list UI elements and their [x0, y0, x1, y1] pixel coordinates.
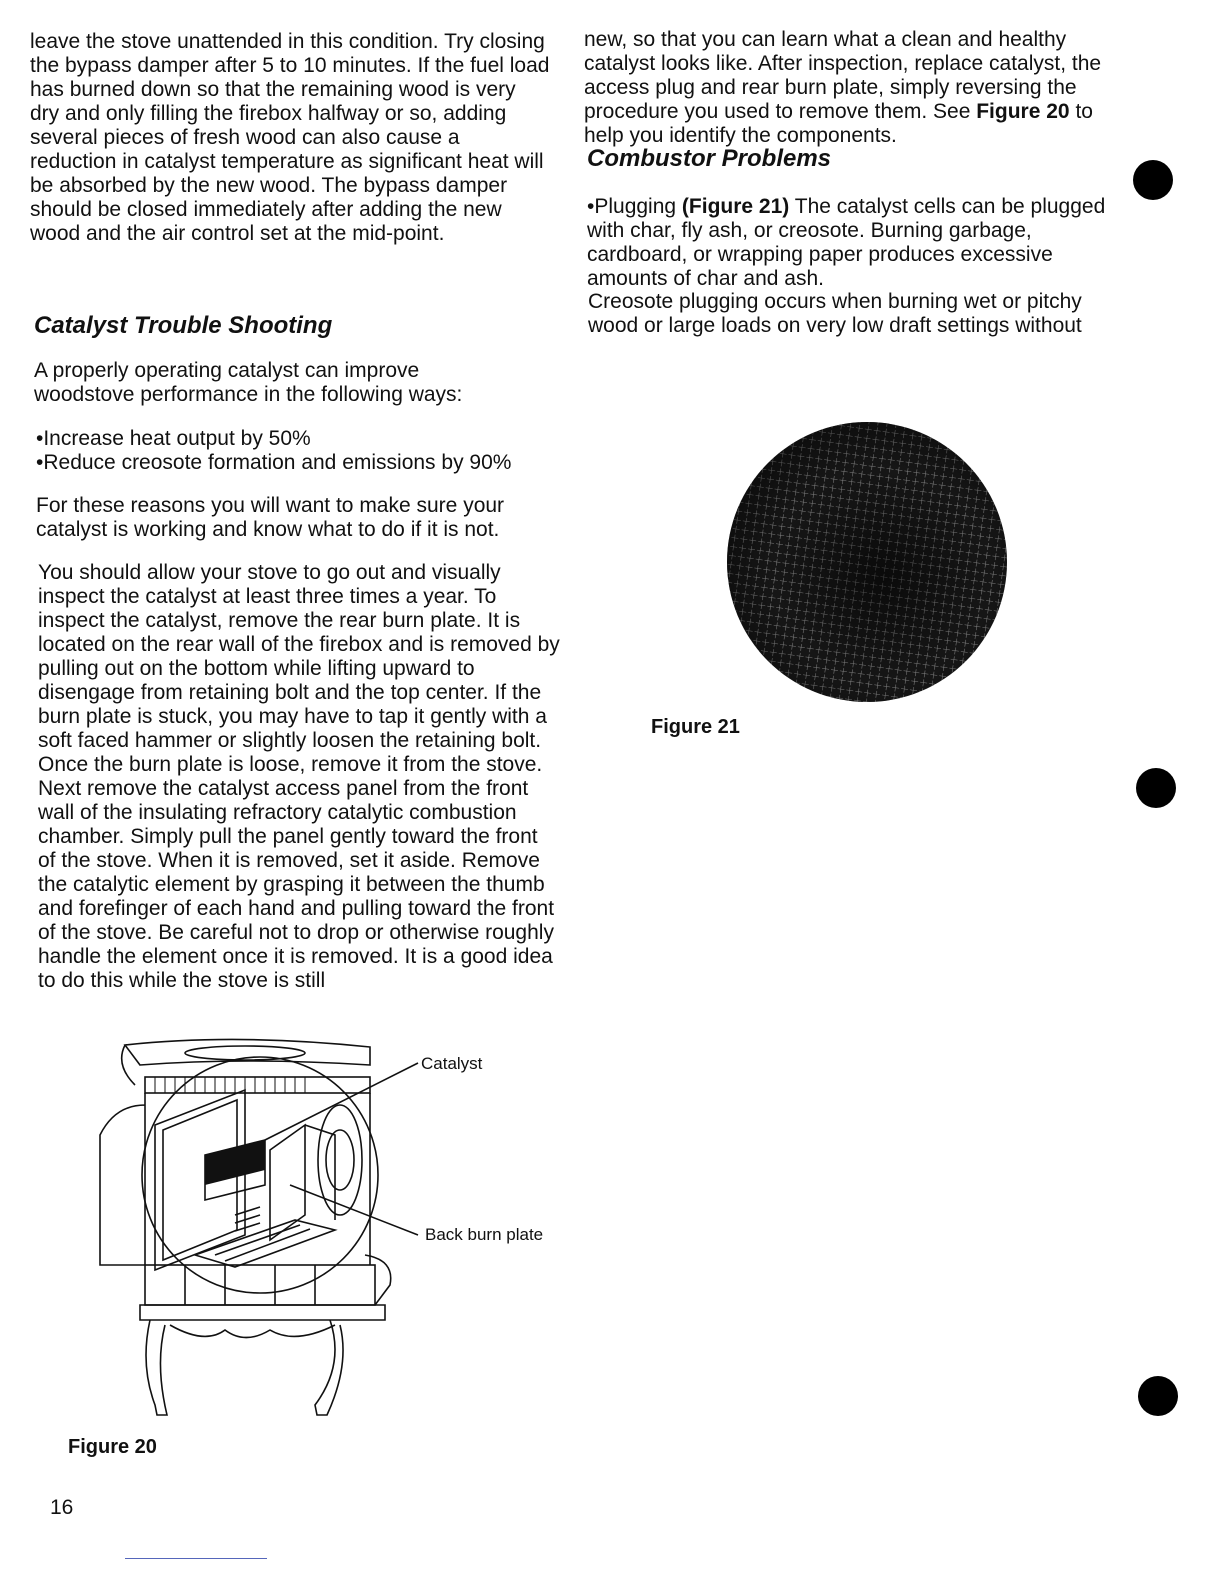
figure-20-reference: Figure 20	[976, 100, 1070, 123]
intro-paragraph: leave the stove unattended in this condition. Try closing the bypass damper after 5 to 10 minutes. If the fuel load has burned down so that the remaining wood is very dry and only filling the firebox halfway or so, adding several pieces of fresh wood can also cause a reduction in catalyst temperature as significant heat will be absorbed by the new wood. The bypass damper should be closed immediately after adding the new wood and the air control set at the mid-point.	[30, 30, 550, 245]
paragraph-performance: A properly operating catalyst can improve woodstove performance in the following ways:	[34, 359, 463, 406]
figure-20-caption: Figure 20	[68, 1436, 157, 1458]
figure-20-stove-diagram	[95, 1035, 565, 1425]
page-number: 16	[50, 1496, 74, 1519]
plugging-text: The catalyst cells can be plugged with char, fly ash, or creosote. Burning garbage, cardboard, or wrapping paper produces excessive amounts of char and ash.	[587, 195, 1106, 290]
section-heading-combustor-problems: Combustor Problems	[587, 145, 832, 172]
section-heading-catalyst-trouble-shooting: Catalyst Trouble Shooting	[34, 312, 333, 339]
figure-21-plugged-catalyst-image	[724, 418, 1014, 708]
plugging-label: •Plugging	[587, 195, 682, 218]
benefit-list	[36, 427, 556, 475]
label-back-burn-plate: Back burn plate	[425, 1225, 544, 1244]
paragraph-new-catalyst-text: new, so that you can learn what a clean and healthy catalyst looks like. After inspection, replace catalyst, the access plug and rear burn plate, simply reversing the procedure you used to remove them. See	[584, 28, 1102, 123]
paragraph-plugging	[587, 195, 1107, 291]
binder-hole	[1133, 160, 1173, 200]
binder-hole	[1136, 768, 1176, 808]
benefit-item: •Reduce creosote formation and emissions by 90%	[36, 451, 512, 474]
label-catalyst: Catalyst	[421, 1054, 483, 1073]
figure-21-caption: Figure 21	[651, 716, 740, 738]
paragraph-reasons: For these reasons you will want to make sure your catalyst is working and know what to do if it is not.	[36, 494, 505, 541]
benefit-item: •Increase heat output by 50%	[36, 427, 311, 450]
paragraph-creosote: Creosote plugging occurs when burning wet or pitchy wood or large loads on very low draft settings without	[588, 290, 1082, 337]
binder-hole	[1138, 1376, 1178, 1416]
paragraph-inspection: You should allow your stove to go out and visually inspect the catalyst at least three times a year. To inspect the catalyst, remove the rear burn plate. It is located on the rear wall of the firebox and is removed by pulling out on the bottom while lifting upward to disengage from retaining bolt and the top center. If the burn plate is stuck, you may have to tap it gently with a soft faced hammer or slightly loosen the retaining bolt. Once the burn plate is loose, remove it from the stove. Next remove the catalyst access panel from the front wall of the insulating refractory catalytic combustion chamber. Simply pull the panel gently toward the front of the stove. When it is removed, set it aside. Remove the catalytic element by grasping it between the thumb and forefinger of each hand and pulling toward the front of the stove. Be careful not to drop or otherwise roughly handle the element once it is removed. It is a good idea to do this while the stove is still	[38, 561, 560, 992]
footer-rule	[125, 1558, 267, 1559]
paragraph-new-catalyst	[584, 28, 1108, 148]
paragraph-new-catalyst-text-end: to help you identify the components.	[584, 100, 1093, 147]
figure-21-reference: (Figure 21)	[681, 195, 790, 218]
